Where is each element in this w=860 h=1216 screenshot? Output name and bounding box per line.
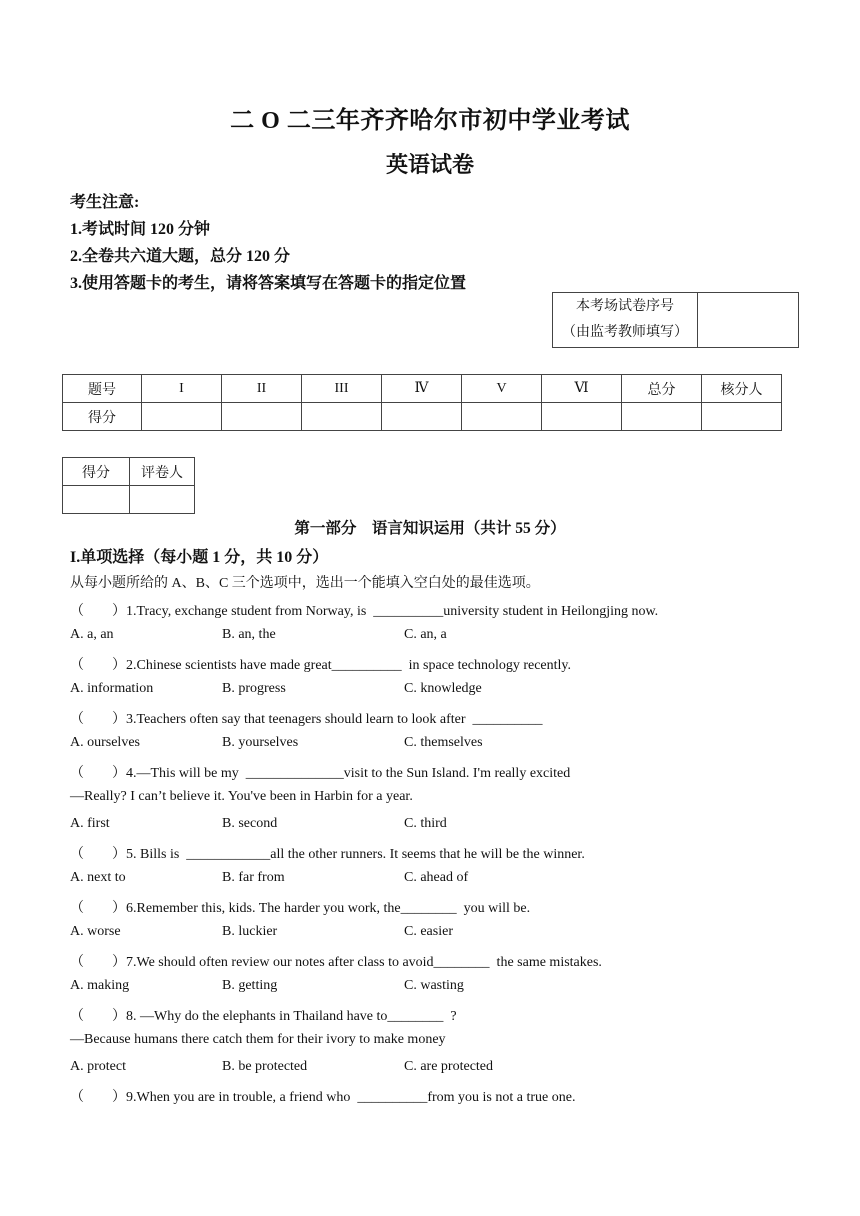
- score-header-cell: V: [462, 375, 542, 403]
- question-stem: （ ）3.Teachers often say that teenagers should learn to look after __________: [70, 712, 543, 727]
- question-stem: （ ）4.—This will be my ______________visit to the Sun Island. I'm really excited: [70, 766, 571, 781]
- notice-heading: 考生注意:: [70, 194, 140, 211]
- option-b[interactable]: B. progress: [222, 681, 286, 696]
- option-b[interactable]: B. yourselves: [222, 735, 299, 750]
- option-c[interactable]: C. are protected: [404, 1059, 494, 1074]
- option-a[interactable]: A. a, an: [70, 627, 114, 642]
- score-cell[interactable]: [622, 403, 702, 431]
- question-stem: （ ）6.Remember this, kids. The harder you work, the________ you will be.: [70, 901, 531, 916]
- score-header-cell: 题号: [63, 375, 142, 403]
- question-stem-continued: —Really? I can’t believe it. You've been in Harbin for a year.: [70, 789, 413, 804]
- section-title: 第一部分 语言知识运用（共计 55 分）: [294, 520, 566, 537]
- seat-number-label: [553, 293, 698, 348]
- score-cell[interactable]: [222, 403, 302, 431]
- exam-title: 二 O 二三年齐齐哈尔市初中学业考试: [230, 108, 630, 134]
- grader-header-grader: 评卷人: [130, 458, 195, 486]
- score-header-cell: III: [302, 375, 382, 403]
- grader-table: [62, 457, 195, 514]
- option-c[interactable]: C. wasting: [404, 978, 464, 993]
- score-cell[interactable]: [462, 403, 542, 431]
- score-cell[interactable]: [382, 403, 462, 431]
- question-stem: （ ）7.We should often review our notes after class to avoid________ the same mistakes.: [70, 955, 602, 970]
- option-b[interactable]: B. second: [222, 816, 278, 831]
- notice-item: 1.考试时间 120 分钟: [70, 221, 211, 238]
- option-b[interactable]: B. be protected: [222, 1059, 308, 1074]
- option-b[interactable]: B. getting: [222, 978, 278, 993]
- option-a[interactable]: A. next to: [70, 870, 126, 885]
- option-b[interactable]: B. an, the: [222, 627, 276, 642]
- notice-item: 3.使用答题卡的考生，请将答案填写在答题卡的指定位置: [70, 275, 467, 292]
- score-table: [62, 374, 782, 431]
- option-a[interactable]: A. worse: [70, 924, 121, 939]
- seat-label-line: （由监考教师填写）: [562, 325, 688, 340]
- grader-name-cell[interactable]: [130, 486, 195, 514]
- option-a[interactable]: A. first: [70, 816, 110, 831]
- seat-number-box: [552, 292, 799, 348]
- score-header-cell: I: [142, 375, 222, 403]
- score-header-cell: II: [222, 375, 302, 403]
- part-title: I.单项选择（每小题 1 分，共 10 分）: [70, 549, 329, 566]
- option-c[interactable]: C. easier: [404, 924, 453, 939]
- option-a[interactable]: A. ourselves: [70, 735, 140, 750]
- score-cell[interactable]: [302, 403, 382, 431]
- score-cell[interactable]: [542, 403, 622, 431]
- seat-number-field[interactable]: [698, 293, 799, 348]
- exam-subtitle: 英语试卷: [385, 152, 474, 177]
- score-header-cell: Ⅳ: [382, 375, 462, 403]
- option-a[interactable]: A. making: [70, 978, 130, 993]
- grader-header-score: 得分: [63, 458, 130, 486]
- score-header-row: [63, 375, 782, 403]
- score-header-cell: 核分人: [702, 375, 782, 403]
- notice-item: 2.全卷共六道大题，总分 120 分: [70, 248, 291, 265]
- score-value-row: [63, 403, 782, 431]
- option-a[interactable]: A. information: [70, 681, 154, 696]
- grader-score-cell[interactable]: [63, 486, 130, 514]
- score-header-cell: 总分: [622, 375, 702, 403]
- question-stem: （ ）8. —Why do the elephants in Thailand have to________ ?: [70, 1009, 457, 1024]
- score-cell[interactable]: [142, 403, 222, 431]
- option-b[interactable]: B. luckier: [222, 924, 278, 939]
- option-c[interactable]: C. ahead of: [404, 870, 469, 885]
- question-stem: （ ）1.Tracy, exchange student from Norway, is __________university student in Heilongjing now.: [70, 604, 659, 619]
- score-header-cell: Ⅵ: [542, 375, 622, 403]
- option-c[interactable]: C. an, a: [404, 627, 447, 642]
- question-stem: （ ）2.Chinese scientists have made great__________ in space technology recently.: [70, 658, 572, 673]
- instruction: 从每小题所给的 A、B、C 三个选项中，选出一个能填入空白处的最佳选项。: [70, 576, 540, 591]
- score-row-label: 得分: [63, 403, 142, 431]
- seat-label-line: 本考场试卷序号: [576, 299, 674, 314]
- question-stem-continued: —Because humans there catch them for their ivory to make money: [70, 1032, 446, 1047]
- score-cell[interactable]: [702, 403, 782, 431]
- option-c[interactable]: C. knowledge: [404, 681, 482, 696]
- question-stem: （ ）5. Bills is ____________all the other runners. It seems that he will be the winner.: [70, 847, 585, 862]
- option-c[interactable]: C. themselves: [404, 735, 483, 750]
- option-b[interactable]: B. far from: [222, 870, 285, 885]
- option-a[interactable]: A. protect: [70, 1059, 126, 1074]
- question-stem: （ ）9.When you are in trouble, a friend who __________from you is not a true one.: [70, 1090, 576, 1105]
- option-c[interactable]: C. third: [404, 816, 447, 831]
